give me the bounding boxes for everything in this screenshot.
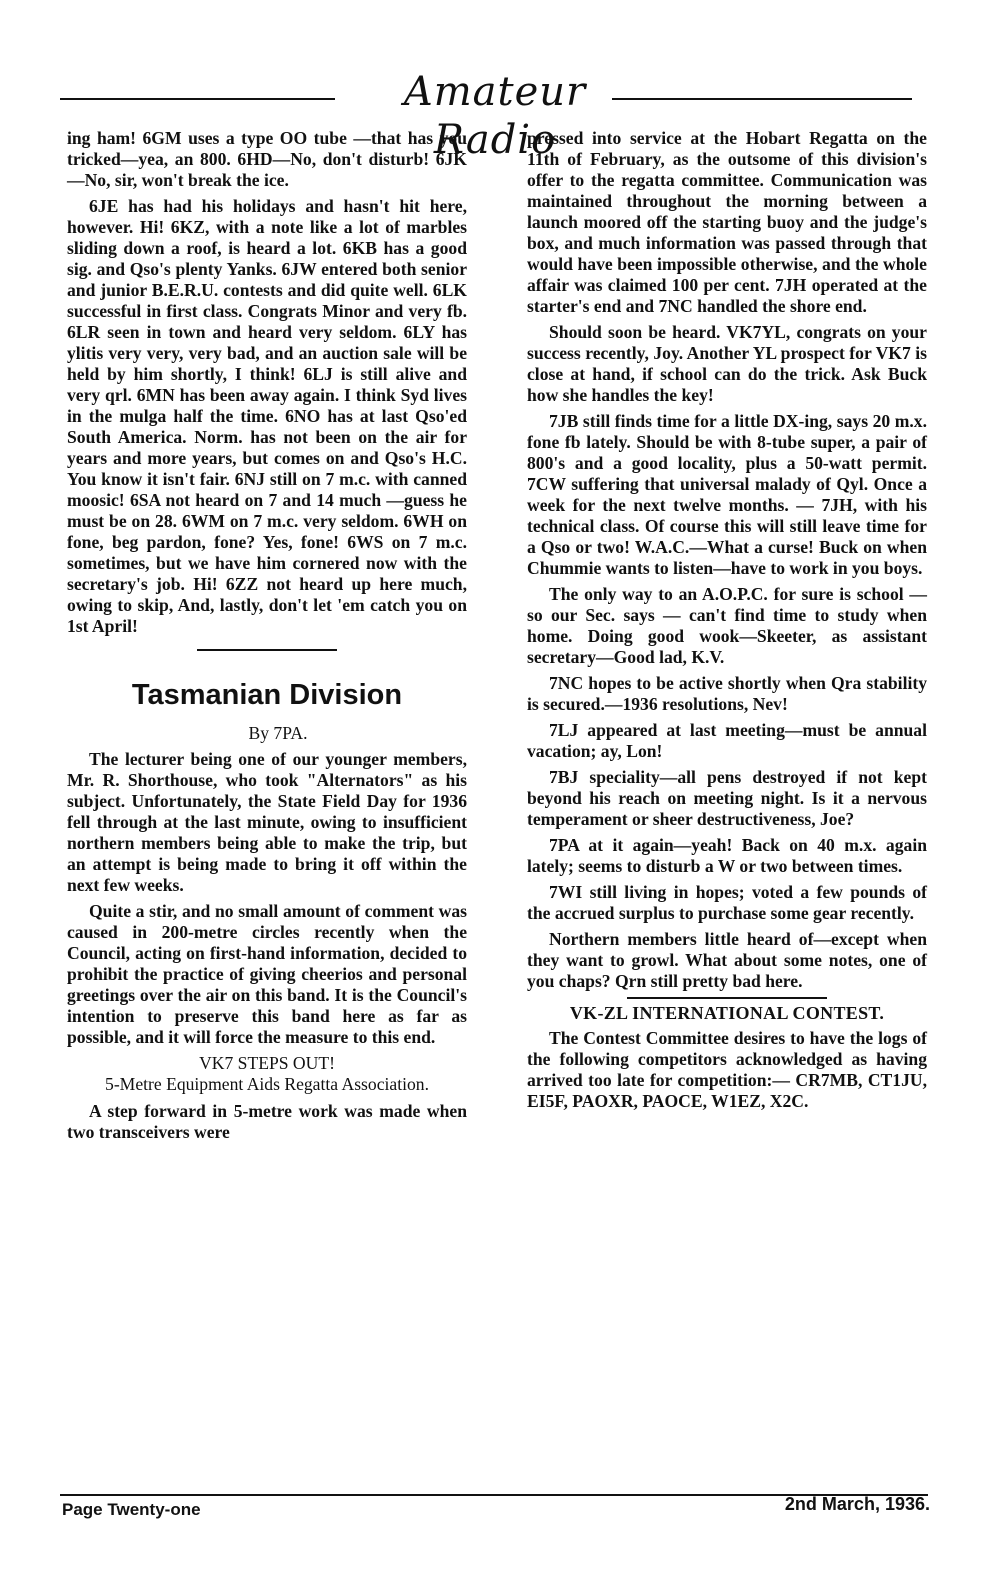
byline: By 7PA. <box>248 723 308 743</box>
contest-title: VK-ZL INTERNATIONAL CONTEST. <box>569 1003 885 1023</box>
section-divider <box>197 649 337 651</box>
paragraph: Quite a stir, and no small amount of comment was caused in 200-metre circles recently when the Council, acting on first-hand information, decided to prohibit the practice of giving cheerios and personal greetings over the air on this band. It is the Council's intention to preserve this band here as far as possible, and it will force the measure to this end. <box>67 901 467 1047</box>
paragraph: 7BJ speciality—all pens destroyed if not kept beyond his reach on meeting night. Is it a nervous temperament or sheer destructiveness, Joe? <box>527 767 927 829</box>
paragraph: A step forward in 5-metre work was made when two transceivers were <box>67 1101 467 1142</box>
paragraph: 6JE has had his holidays and hasn't hit here, however. Hi! 6KZ, with a note like a lot of marbles sliding down a roof, is heard a lot. 6KB has a good sig. and Qso's plenty Yanks. 6JW entered both senior and junior B.E.R.U. contests and did quite well. 6LK successful in first class. Congrats Minor and very fb. 6LR seen in town and heard very seldom. 6LY has ylitis very very, very bad, and an auction sale will be held by him shortly, I think! 6LJ is still alive and very qrl. 6MN has been away again. I think Syd lives in the mulga half the time. 6NO has at last Qso'ed South America. Norm. has not been on the air for years and more years, but comes on and Qso's H.C. You know it isn't fair. 6NJ still on 7 m.c. with canned moosic! 6SA not heard on 7 and 14 much —guess he must be on 28. 6WM on 7 m.c. very seldom. 6WH on fone, beg pardon, fone? Yes, fone! 6WS on 7 m.c. sometimes, but we have him cornered now with the secretary's job. Hi! 6ZZ not heard up here much, owing to skip, And, lastly, don't let 'em catch you on 1st April! <box>67 196 467 636</box>
paragraph: The lecturer being one of our younger members, Mr. R. Shorthouse, who took "Alternators" as his subject. Unfortunately, the State Field Day for 1936 fell through at the last minute, owing to insufficient northern members being able to make the trip, but an attempt is being made to bring it off within the next few weeks. <box>67 749 467 895</box>
masthead-rule-left <box>60 98 335 100</box>
paragraph: 7WI still living in hopes; voted a few pounds of the accrued surplus to purchase some gear recently. <box>527 882 927 923</box>
paragraph: The Contest Committee desires to have the logs of the following competitors acknowledged as having arrived too late for competition:— CR7MB, CT1JU, EI5F, PAOXR, PAOCE, W1EZ, X2C. <box>527 1028 927 1111</box>
paragraph: Northern members little heard of—except when they want to growl. What about some notes, one of you chaps? Qrn still pretty bad here. <box>527 929 927 991</box>
left-column <box>67 128 467 1148</box>
paragraph: 7LJ appeared at last meeting—must be annual vacation; ay, Lon! <box>527 720 927 761</box>
masthead-logo: Amateur Radio <box>403 69 587 163</box>
paragraph: ing ham! 6GM uses a type OO tube —that has you tricked—yea, an 800. 6HD—No, don't disturb! 6JK—No, sir, won't break the ice. <box>67 128 467 190</box>
masthead-rule-right <box>612 98 912 100</box>
subhead: 5-Metre Equipment Aids Regatta Association. <box>105 1074 429 1094</box>
paragraph: 7NC hopes to be active shortly when Qra stability is secured.—1936 resolutions, Nev! <box>527 673 927 714</box>
section-divider <box>627 997 827 999</box>
page-number: Page Twenty-one <box>62 1500 201 1519</box>
section-title: Tasmanian Division <box>131 679 403 711</box>
paragraph: Should soon be heard. VK7YL, congrats on your success recently, Joy. Another YL prospect for VK7 is close at hand, if school can do the trick. Ask Buck how she handles the key! <box>527 322 927 405</box>
paragraph: pressed into service at the Hobart Regatta on the 11th of February, as the outsome of this division's offer to the regatta committee. Communication was maintained throughout the morning between a launch moored off the starting buoy and the judge's box, and much information was passed through that would have been impossible otherwise, and the whole affair was claimed 100 per cent. 7JH operated at the starter's end and 7NC handled the shore end. <box>527 128 927 316</box>
paragraph: 7PA at it again—yeah! Back on 40 m.x. again lately; seems to disturb a W or two between times. <box>527 835 927 876</box>
subhead: VK7 STEPS OUT! <box>199 1053 335 1073</box>
paragraph: 7JB still finds time for a little DX-ing, says 20 m.x. fone fb lately. Should be with 8-tube super, a pair of 800's and a good locality, plus a 50-watt permit. 7CW suffering that universal malady of Qyl. Once a week for the next twelve months. — 7JH, with his technical class. Of course this will still leave time for a Qso or two! W.A.C.—What a curse! Buck on when Chummie wants to listen—have to work in you boys. <box>527 411 927 578</box>
paragraph: The only way to an A.O.P.C. for sure is school — so our Sec. says — can't find time to study when home. Doing good wook—Skeeter, as assistant secretary—Good lad, K.V. <box>527 584 927 667</box>
issue-date: 2nd March, 1936. <box>784 1494 930 1514</box>
right-column <box>527 128 927 1117</box>
